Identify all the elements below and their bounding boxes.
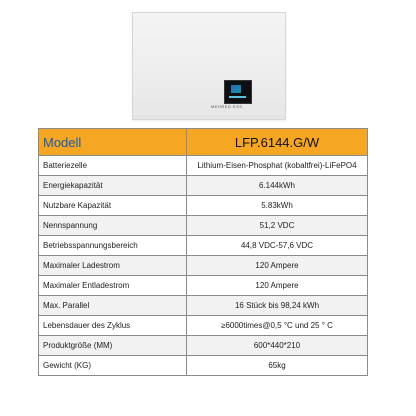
table-row bbox=[39, 316, 368, 336]
row-label: Nennspannung bbox=[39, 216, 187, 236]
display-screen bbox=[224, 80, 252, 104]
table-row bbox=[39, 156, 368, 176]
row-label: Lebensdauer des Zyklus bbox=[39, 316, 187, 336]
table-row bbox=[39, 176, 368, 196]
row-label: Nutzbare Kapazität bbox=[39, 196, 187, 216]
header-value: LFP.6144.G/W bbox=[187, 129, 368, 156]
row-value: 65kg bbox=[187, 356, 368, 376]
table-row bbox=[39, 276, 368, 296]
table-row bbox=[39, 216, 368, 236]
table-row bbox=[39, 196, 368, 216]
row-label: Gewicht (KG) bbox=[39, 356, 187, 376]
row-label: Batteriezelle bbox=[39, 156, 187, 176]
screen-bar bbox=[229, 96, 246, 98]
row-value: 6.144kWh bbox=[187, 176, 368, 196]
screen-glow bbox=[231, 85, 241, 93]
row-value: 120 Ampere bbox=[187, 256, 368, 276]
row-value: 600*440*210 bbox=[187, 336, 368, 356]
row-label: Energiekapazität bbox=[39, 176, 187, 196]
row-label: Maximaler Ladestrom bbox=[39, 256, 187, 276]
row-label: Produktgröße (MM) bbox=[39, 336, 187, 356]
table-header-row bbox=[39, 129, 368, 156]
row-label: Max. Parallel bbox=[39, 296, 187, 316]
row-value: ≥6000times@0,5 °C und 25 ° C bbox=[187, 316, 368, 336]
table-row bbox=[39, 296, 368, 316]
row-value: 120 Ampere bbox=[187, 276, 368, 296]
header-label: Modell bbox=[39, 129, 187, 156]
table-row bbox=[39, 356, 368, 376]
table-row bbox=[39, 256, 368, 276]
battery-unit bbox=[132, 12, 286, 120]
row-value: 51,2 VDC bbox=[187, 216, 368, 236]
brand-label: MEHRED ESS bbox=[211, 104, 243, 109]
row-label: Betriebsspannungsbereich bbox=[39, 236, 187, 256]
row-label: Maximaler Entladestrom bbox=[39, 276, 187, 296]
spec-table bbox=[38, 128, 368, 376]
table-row bbox=[39, 236, 368, 256]
row-value: Lithium-Eisen-Phosphat (kobaltfrei)-LiFePO4 bbox=[187, 156, 368, 176]
row-value: 16 Stück bis 98,24 kWh bbox=[187, 296, 368, 316]
product-image bbox=[0, 0, 416, 126]
table-row bbox=[39, 336, 368, 356]
row-value: 44,8 VDC-57,6 VDC bbox=[187, 236, 368, 256]
row-value: 5.83kWh bbox=[187, 196, 368, 216]
